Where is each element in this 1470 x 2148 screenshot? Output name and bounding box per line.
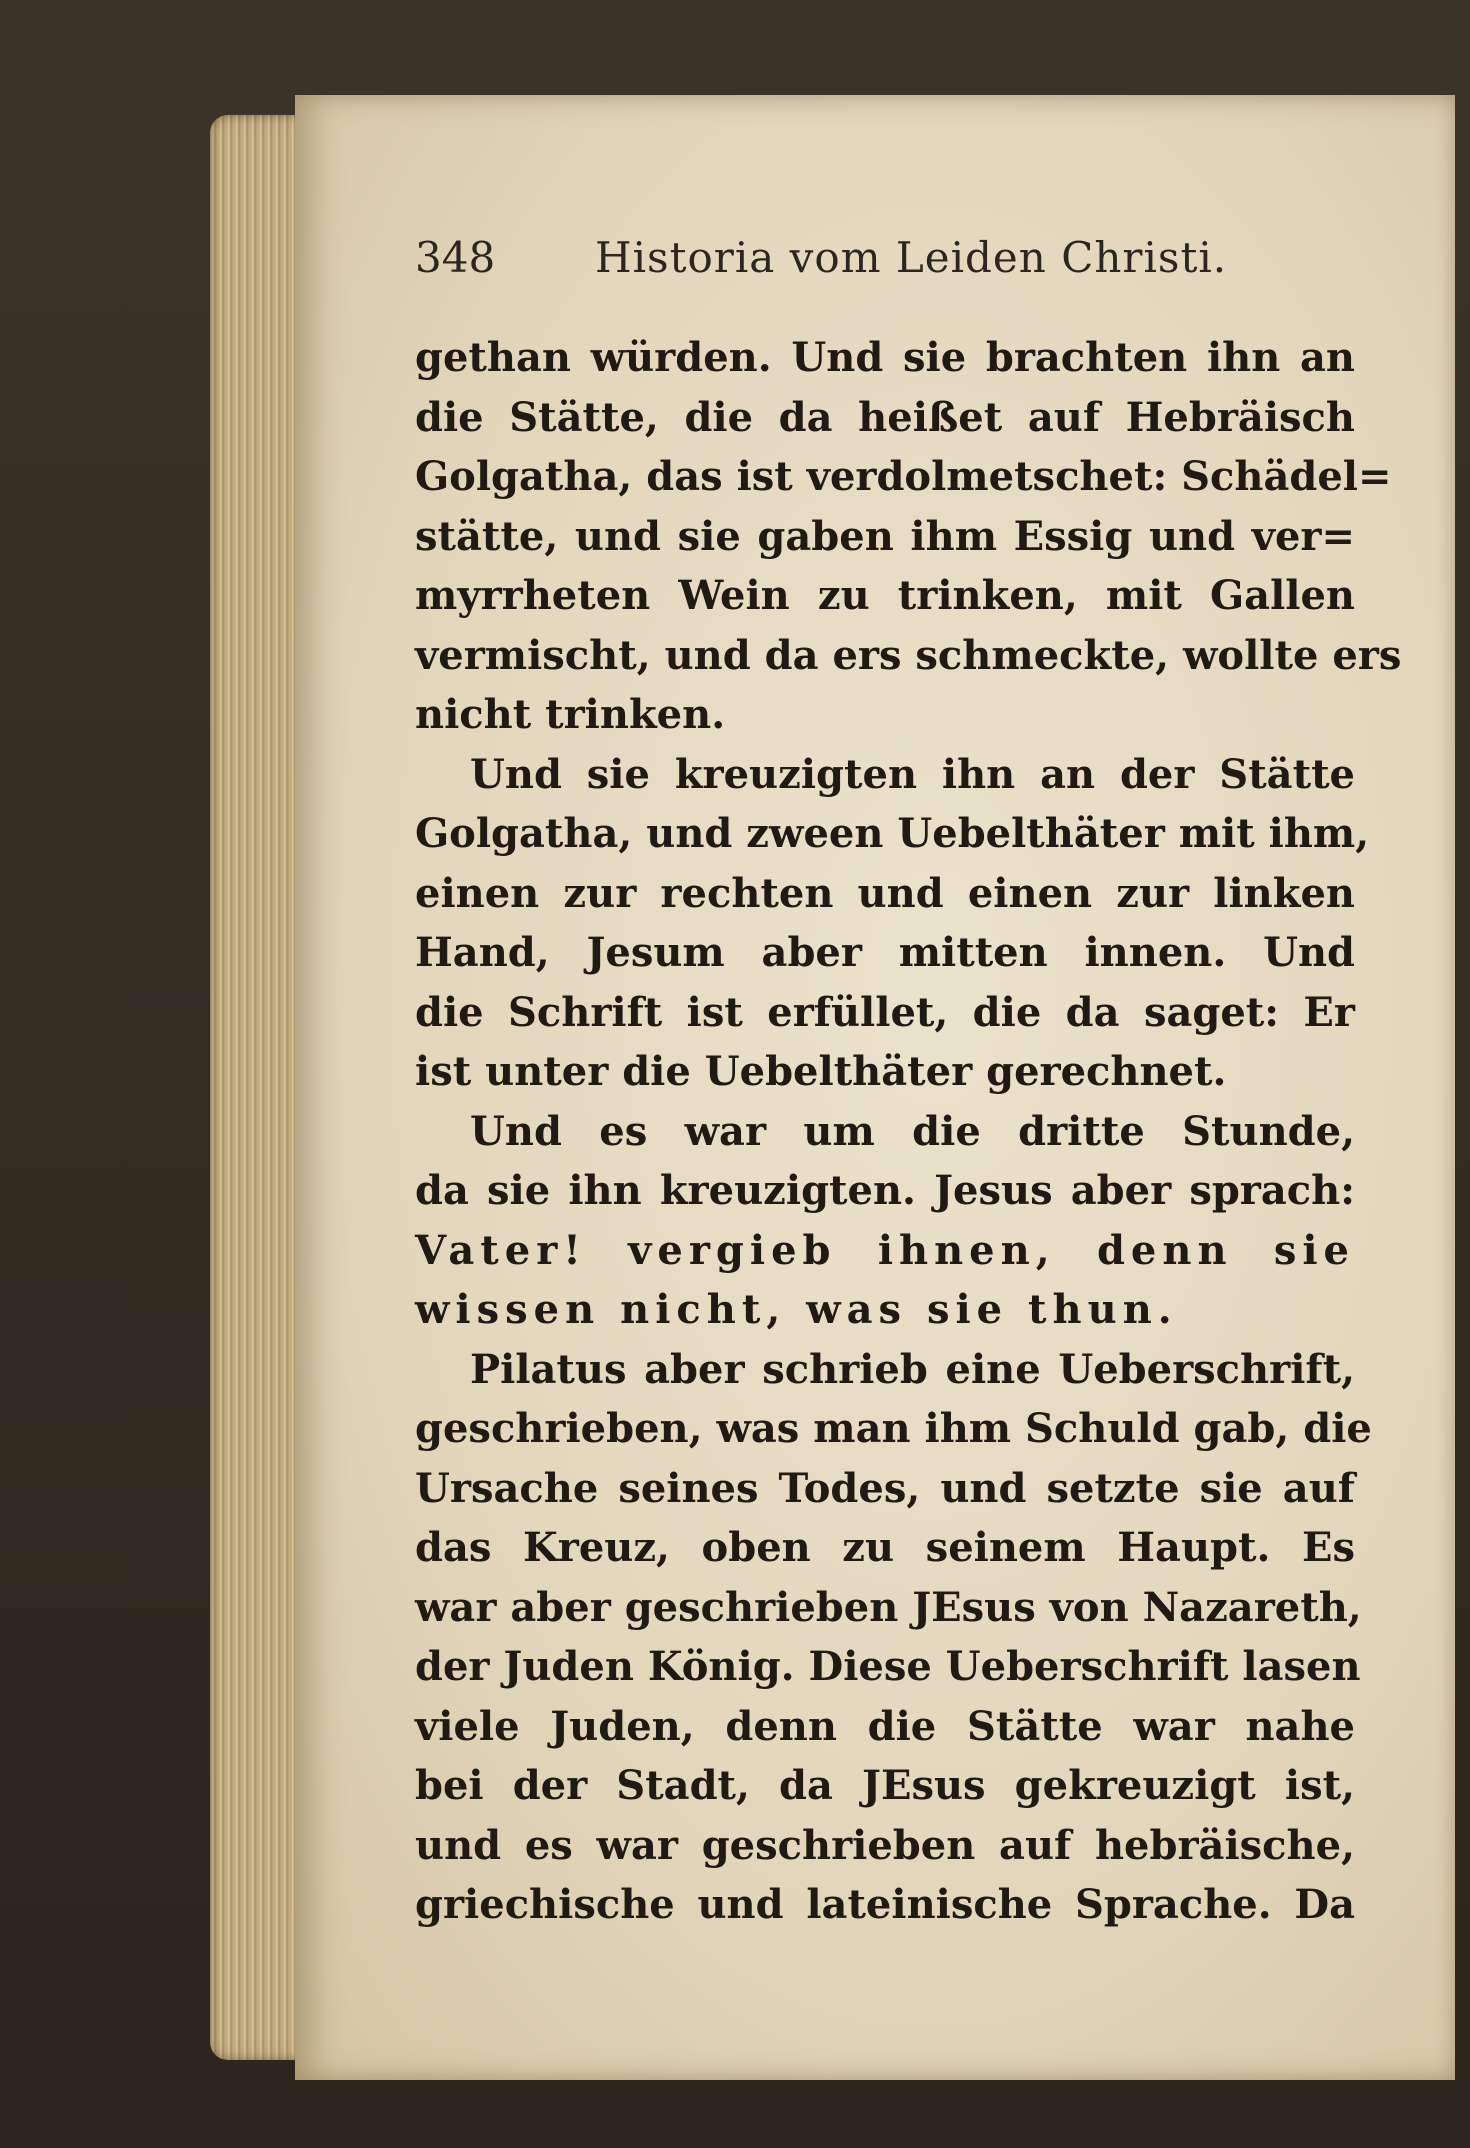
text-line: Und es war um die dritte Stunde, [470,1107,1355,1155]
text-line: viele Juden, denn die Stätte war nahe [415,1702,1355,1750]
page-edges [210,115,305,2060]
text-line: das Kreuz, oben zu seinem Haupt. Es [415,1524,1355,1571]
text-line: Ursache seines Todes, und setzte sie auf [415,1464,1355,1512]
text-line: geschrieben, was man ihm Schuld gab, die [415,1405,1372,1452]
text-line: nicht trinken. [415,691,726,738]
text-line: gethan würden. Und sie brachten ihn an [415,334,1355,381]
text-line: stätte, und sie gaben ihm Essig und ver= [415,512,1355,560]
text-line: war aber geschrieben JEsus von Nazareth, [415,1583,1362,1631]
text-line: ist unter die Uebelthäter gerechnet. [415,1048,1227,1095]
running-title: Historia vom Leiden Christi. [595,233,1228,282]
text-line: der Juden König. Diese Ueberschrift lasen [415,1643,1361,1690]
text-line: griechische und lateinische Sprache. Da [415,1881,1355,1928]
text-line: und es war geschrieben auf hebräische, [415,1821,1355,1869]
text-line: da sie ihn kreuzigten. Jesus aber sprach: [415,1167,1355,1214]
body-text [415,328,1402,1935]
text-line: Hand, Jesum aber mitten innen. Und [415,929,1355,976]
text-line: einen zur rechten und einen zur linken [415,869,1355,917]
text-line: wissen nicht, was sie thun. [415,1286,1178,1333]
text-line: Vater! vergieb ihnen, denn sie [415,1226,1355,1274]
page-header [415,233,1335,303]
text-line: Pilatus aber schrieb eine Ueberschrift, [470,1345,1355,1393]
text-line: vermischt, und da ers schmeckte, wollte ers [415,631,1402,679]
text-line: Golgatha, das ist verdolmetschet: Schädel= [415,453,1392,500]
text-line: Golgatha, und zween Uebelthäter mit ihm, [415,810,1370,857]
text-line: myrrheten Wein zu trinken, mit Gallen [415,572,1355,619]
text-line: Und sie kreuzigten ihn an der Stätte [470,750,1355,798]
text-line: bei der Stadt, da JEsus gekreuzigt ist, [415,1762,1355,1809]
page-number: 348 [415,233,496,282]
text-line: die Stätte, die da heißet auf Hebräisch [415,393,1355,441]
text-line: die Schrift ist erfüllet, die da saget: Er [415,988,1355,1036]
